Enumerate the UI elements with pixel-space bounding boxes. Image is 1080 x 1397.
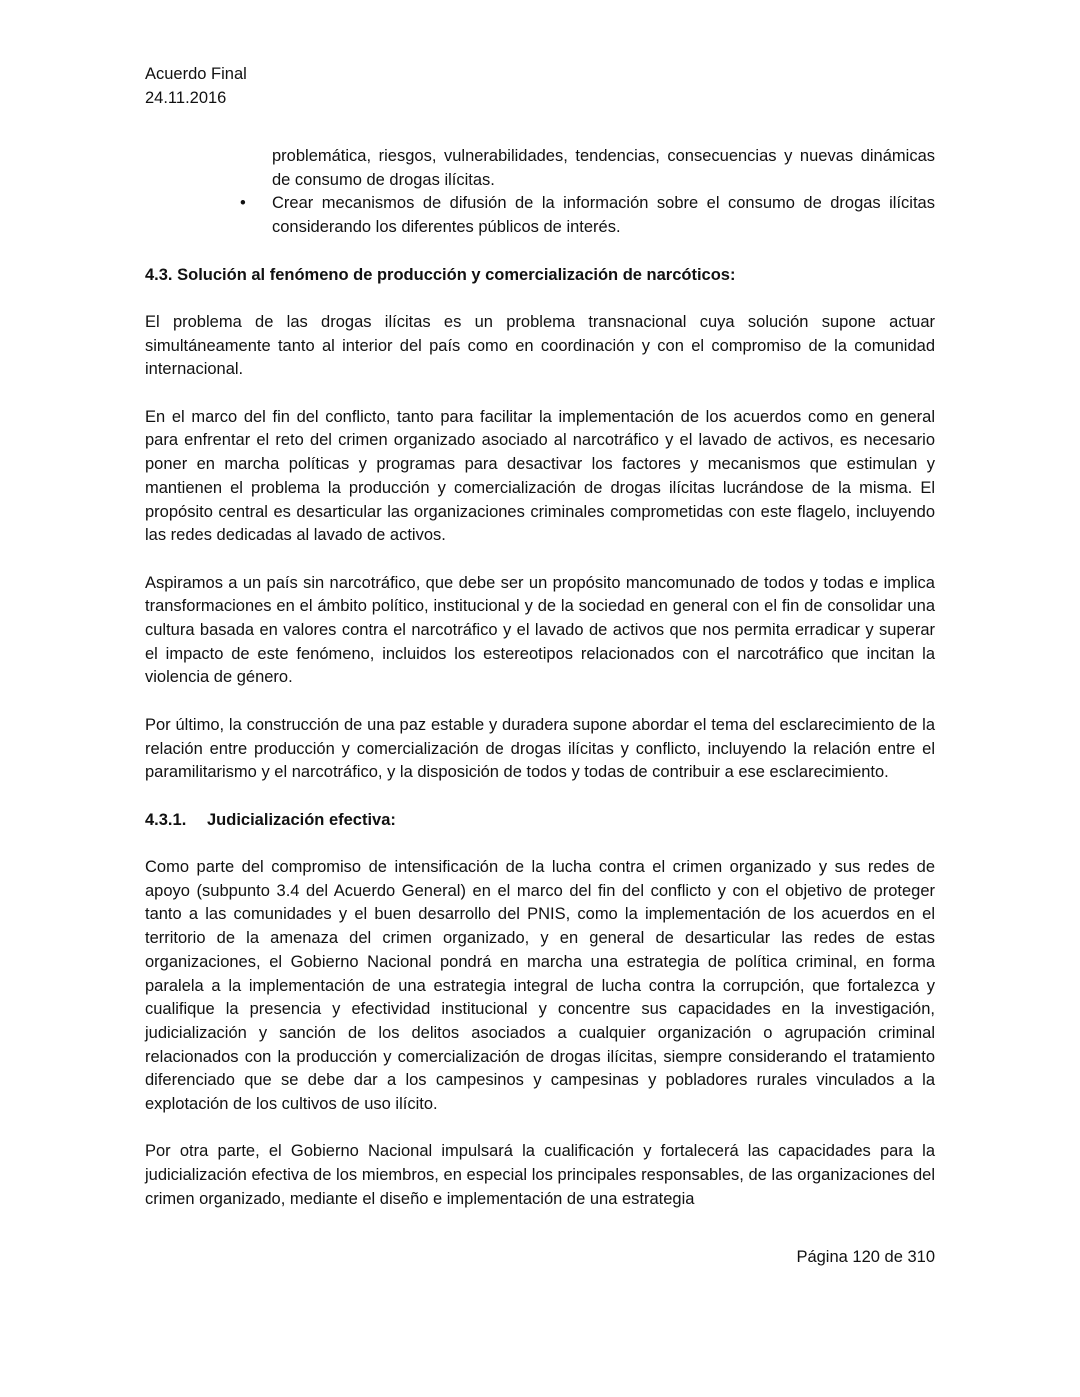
paragraph: Por otra parte, el Gobierno Nacional impulsará la cualificación y fortalecerá las capacidades para la judicialización efectiva de los miembros, en especial los principales responsables, de las organizaciones del crimen organizado, mediante el diseño e implementación de una estrategia: [145, 1142, 935, 1208]
bullet-list: [145, 192, 935, 239]
section-number: 4.3.1.: [145, 810, 187, 829]
section-title: Judicialización efectiva:: [207, 810, 396, 829]
bullet-item: [145, 192, 935, 239]
paragraph: Como parte del compromiso de intensificación de la lucha contra el crimen organizado y sus redes de apoyo (subpunto 3.4 del Acuerdo General) en el marco del fin del conflicto y con el objetivo de proteger tanto a las comunidades y el buen desarrollo del PNIS, como la implementación de los acuerdos en el territorio de la amenaza del crimen organizado, y en general de desarticular las redes de estas organizaciones, el Gobierno Nacional pondrá en marcha una estrategia de política criminal, en forma paralela a la implementación de una estrategia integral de lucha contra la corrupción, que fortalezca y cualifique la presencia y efectividad institucional y concentre sus capacidades en la investigación, judicialización y sanción de los delitos asociados a cualquier organización o agrupación criminal relacionados con la producción y comercialización de drogas ilícitas, siempre considerando el tratamiento diferenciado que se debe dar a los campesinos y campesinas y pobladores rurales vinculados a la explotación de los cultivos de uso ilícito.: [145, 857, 935, 1114]
paragraph: Aspiramos a un país sin narcotráfico, que debe ser un propósito mancomunado de todos y todas e implica transformaciones en el ámbito político, institucional y de la sociedad en general con el fin de consolidar una cultura basada en valores contra el narcotráfico y el lavado de activos que nos permita erradicar y superar el impacto de este fenómeno, incluidos los estereotipos relacionados con el narcotráfico que incitan la violencia de género.: [145, 573, 935, 687]
section-heading-4-3-1: [145, 809, 935, 833]
paragraph: El problema de las drogas ilícitas es un problema transnacional cuya solución supone actuar simultáneamente tanto al interior del país como en coordinación y con el compromiso de la comunidad internacional.: [145, 312, 935, 379]
bullet-text: Crear mecanismos de difusión de la información sobre el consumo de drogas ilícitas considerando los diferentes públicos de interés.: [272, 194, 935, 237]
bullet-icon: •: [240, 194, 246, 213]
section-heading-4-3: 4.3. Solución al fenómeno de producción y comercialización de narcóticos:: [145, 265, 736, 284]
page-number: Página 120 de 310: [796, 1248, 935, 1266]
paragraph: En el marco del fin del conflicto, tanto para facilitar la implementación de los acuerdos como en general para enfrentar el reto del crimen organizado asociado al narcotráfico y el lavado de activos, es necesario poner en marcha políticas y programas para desactivar los factores y mecanismos que estimulan y mantienen el problema la producción y comercialización de drogas ilícitas lucrándose de la misma. El propósito central es desarticular las organizaciones criminales comprometidas con este flagelo, incluyendo las redes dedicadas al lavado de activos.: [145, 407, 935, 545]
page-header: [145, 62, 247, 110]
paragraph: Por último, la construcción de una paz estable y duradera supone abordar el tema del esclarecimiento de la relación entre producción y comercialización de drogas ilícitas y conflicto, incluyendo la relación entre el paramilitarismo y el narcotráfico, y la disposición de todos y todas de contribuir a ese esclarecimiento.: [145, 715, 935, 782]
continued-bullet-text: problemática, riesgos, vulnerabilidades, tendencias, consecuencias y nuevas dinámicas de consumo de drogas ilícitas.: [272, 147, 935, 189]
page-content: [145, 145, 935, 1212]
header-date: 24.11.2016: [145, 89, 227, 107]
header-title: Acuerdo Final: [145, 65, 247, 83]
